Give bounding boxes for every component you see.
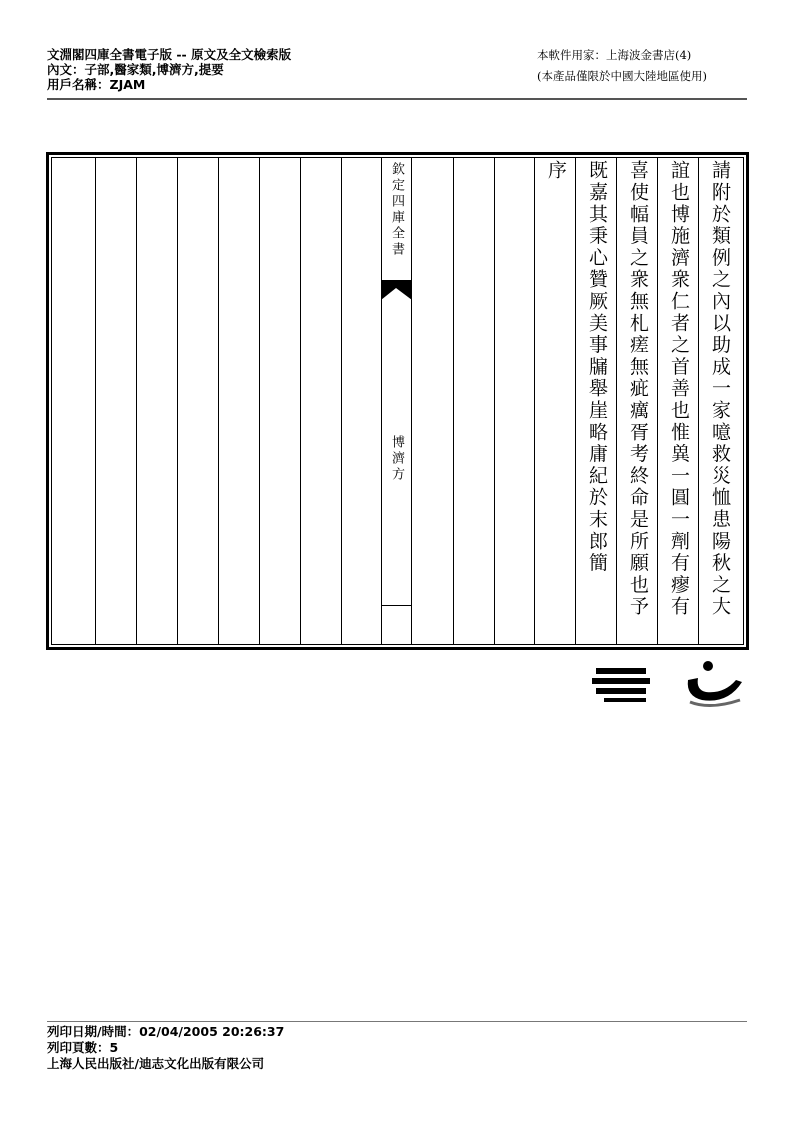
text-column-3: 喜使幅員之衆無札瘥無疵癘胥考終命是所願也予 — [627, 160, 649, 618]
username: 用戶名稱：ZJAM — [47, 77, 146, 92]
licensee: 本軟件用家：上海波金書店(4) — [537, 48, 692, 62]
footer-divider — [47, 1021, 747, 1022]
fishtail-mark — [381, 280, 412, 302]
column-rule — [341, 157, 342, 645]
column-rule — [136, 157, 137, 645]
print-pages: 列印頁數：5 — [47, 1040, 119, 1055]
column-rule — [300, 157, 301, 645]
book-title: 博濟方 — [389, 435, 404, 483]
header-divider — [47, 98, 747, 100]
column-rule — [177, 157, 178, 645]
column-rule — [411, 157, 412, 645]
column-rule — [95, 157, 96, 645]
column-rule — [453, 157, 454, 645]
publisher: 上海人民出版社/迪志文化出版有限公司 — [47, 1056, 265, 1071]
preface-heading: 序 — [545, 160, 567, 182]
column-rule — [259, 157, 260, 645]
column-rule — [494, 157, 495, 645]
text-column-1: 請附於類例之內以助成一家噫救災恤患陽秋之大 — [709, 160, 731, 618]
header-right — [537, 45, 707, 87]
text-column-4: 既嘉其秉心贊厥美事牖舉崖略庸紀於末郎簡 — [586, 160, 608, 575]
center-rule — [381, 605, 411, 606]
document-title: 文淵閣四庫全書電子版 -- 原文及全文檢索版 — [47, 47, 292, 62]
publisher-logo — [590, 660, 750, 708]
series-title: 欽定四庫全書 — [389, 162, 404, 258]
column-rule — [218, 157, 219, 645]
text-column-2: 誼也博施濟衆仁者之首善也惟兾一圓一劑有瘳有 — [668, 160, 690, 618]
header-left — [47, 47, 291, 92]
content-path: 內文：子部,醫家類,博濟方,提要 — [47, 62, 224, 77]
footer — [47, 1024, 284, 1072]
print-datetime: 列印日期/時間：02/04/2005 20:26:37 — [47, 1024, 285, 1039]
restriction-note: (本產品僅限於中國大陸地區使用) — [537, 69, 707, 83]
column-rule — [534, 157, 535, 645]
